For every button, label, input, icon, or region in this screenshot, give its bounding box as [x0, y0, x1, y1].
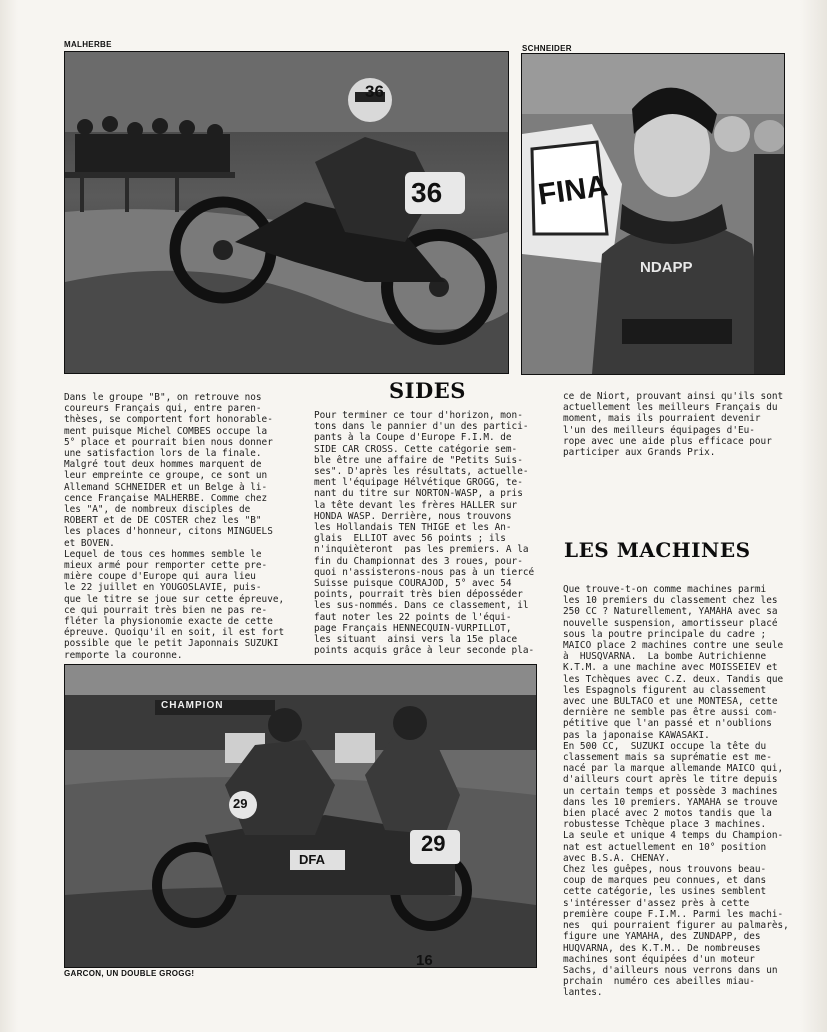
photo-caption-grogg: GARCON, UN DOUBLE GROGG! [64, 969, 195, 978]
photo-schneider-portrait [521, 53, 785, 375]
photo-caption-malherbe: MALHERBE [64, 40, 112, 49]
page-number: 16 [416, 952, 433, 969]
article-text-sides: Pour terminer ce tour d'horizon, mon- tons dans le pannier d'un des partici- pants à la Coupe d'Europe F.I.M. de SIDE CAR CROSS. Cette catégorie sem- ble être une affaire de "Petits Suis- ses". D'après les résultats, actuelle- ment l'équipage Hélvétique GROGG, te- nant du titre sur NORTON-WASP, a pris la tête devant les frères HALLER sur HONDA WASP. Derrière, nous trouvons les Hollandais TEN THIGE et les An- glais ELLIOT avec 56 points ; ils n'inquièteront pas les premiers. A la fin du Championnat des 3 roues, pour- quoi n'assisterons-nous pas à un tiercé Suisse puisque COURAJOD, 5° avec 54 points, pourrait très bien déposséder les sus-nommés. Dans ce classement, il faut noter les 22 points de l'équi- page Français HENNECQUIN-VURPILLOT, les situant ainsi vers la 15e place points acquis grâce à leur seconde pla- [314, 410, 535, 657]
article-text-machines: Que trouve-t-on comme machines parmi les 10 premiers du classement chez les 250 CC ? Naturellement, YAMAHA avec sa nouvelle suspension, amortisseur placé sous la poutre principale du cadre ; MAICO place 2 machines contre une seule à HUSQVARNA. La bombe Autrichienne K.T.M. a une machine avec MOISSEIEV et les Tchèques avec C.Z. deux. Tandis que les Espagnols figurent au classement avec une BULTACO et une MONTESA, cette dernière ne semble pas être aussi com- pétitive que l'an passé et n'oublions pas la japonaise KAWASAKI. En 500 CC, SUZUKI occupe la tête du classement mais sa suprématie est me- nacé par la marque allemande MAICO qui, d'ailleurs court après le titre depuis un certain temps et possède 3 machines dans les 10 premiers. YAMAHA se trouve bien placé avec 2 motos tandis que la robustesse Tchèque place 3 machines. La seule et unique 4 temps du Champion- nat est actuellement en 10° position avec B.S.A. CHENAY. Chez les guêpes, nous trouvons beau- coup de marques peu connues, et dans cette catégorie, les usines semblent s'intéresser d'assez près à cette première coupe F.I.M.. Parmi les machi- nes qui pourraient figurer au palmarès, figure une YAMAHA, des ZUNDAPP, des HUQVARNA, des K.T.M.. De nombreuses machines sont équipées d'un moteur Sachs, d'ailleurs nous verrons dans un prchain numéro ces abeilles miau- lantes. [563, 584, 789, 999]
rider-number-plate: 36 [411, 177, 443, 208]
sidecar-sticker-text: DFA [299, 852, 325, 867]
rider-number-helmet: 36 [365, 82, 384, 101]
photo-caption-schneider: SCHNEIDER [522, 44, 572, 53]
sidecar-number-plate: 29 [421, 831, 446, 856]
portrait-photo-graphic [522, 54, 784, 374]
sidecar-photo-graphic [65, 665, 536, 967]
article-text-group-b: Dans le groupe "B", on retrouve nos coureurs Français qui, entre paren- thèses, se comportent fort honorable- ment puisque Michel COMBES occupe la 5° place et pourrait bien nous donner une satisfaction lors de la finale. Malgré tout deux hommes marquent de leur empreinte ce groupe, ce sont un Allemand SCHNEIDER et un Belge à li- cence Française MALHERBE. Comme chez les "A", de nombreux disciples de ROBERT et de DE COSTER chez les "B" les places d'honneur, citons MINGUELS et BOVEN. Lequel de tous ces hommes semble le mieux armé pour remporter cette pre- mière coupe d'Europe qui aura lieu le 22 juillet en YOUGOSLAVIE, puis- que le titre se joue sur cette épreuve, ce qui pourrait très bien ne pas re- fléter la physionomie exacte de cette épreuve. Quoiqu'il en soit, il est fort possible que le petit Japonnais SUZUKI remporte la couronne. [64, 392, 285, 661]
heading-les-machines: LES MACHINES [564, 538, 751, 562]
heading-sides: SIDES [389, 378, 466, 403]
article-text-sides-continued: ce de Niort, prouvant ainsi qu'ils sont actuellement les meilleurs Français du moment, mais ils pourraient devenir l'un des meilleurs équipages d'Eu- rope avec une aide plus efficace pour participer aux Grands Prix. [563, 391, 784, 459]
champion-banner-text: CHAMPION [161, 700, 224, 711]
photo-sidecar-grogg [64, 664, 537, 968]
photo-motocross-rider [64, 51, 509, 374]
sidecar-number-front: 29 [233, 796, 248, 811]
zundapp-shirt-text: NDAPP [640, 259, 693, 276]
motocross-photo-graphic [65, 52, 508, 373]
fina-sign-text: FINA [535, 169, 610, 212]
